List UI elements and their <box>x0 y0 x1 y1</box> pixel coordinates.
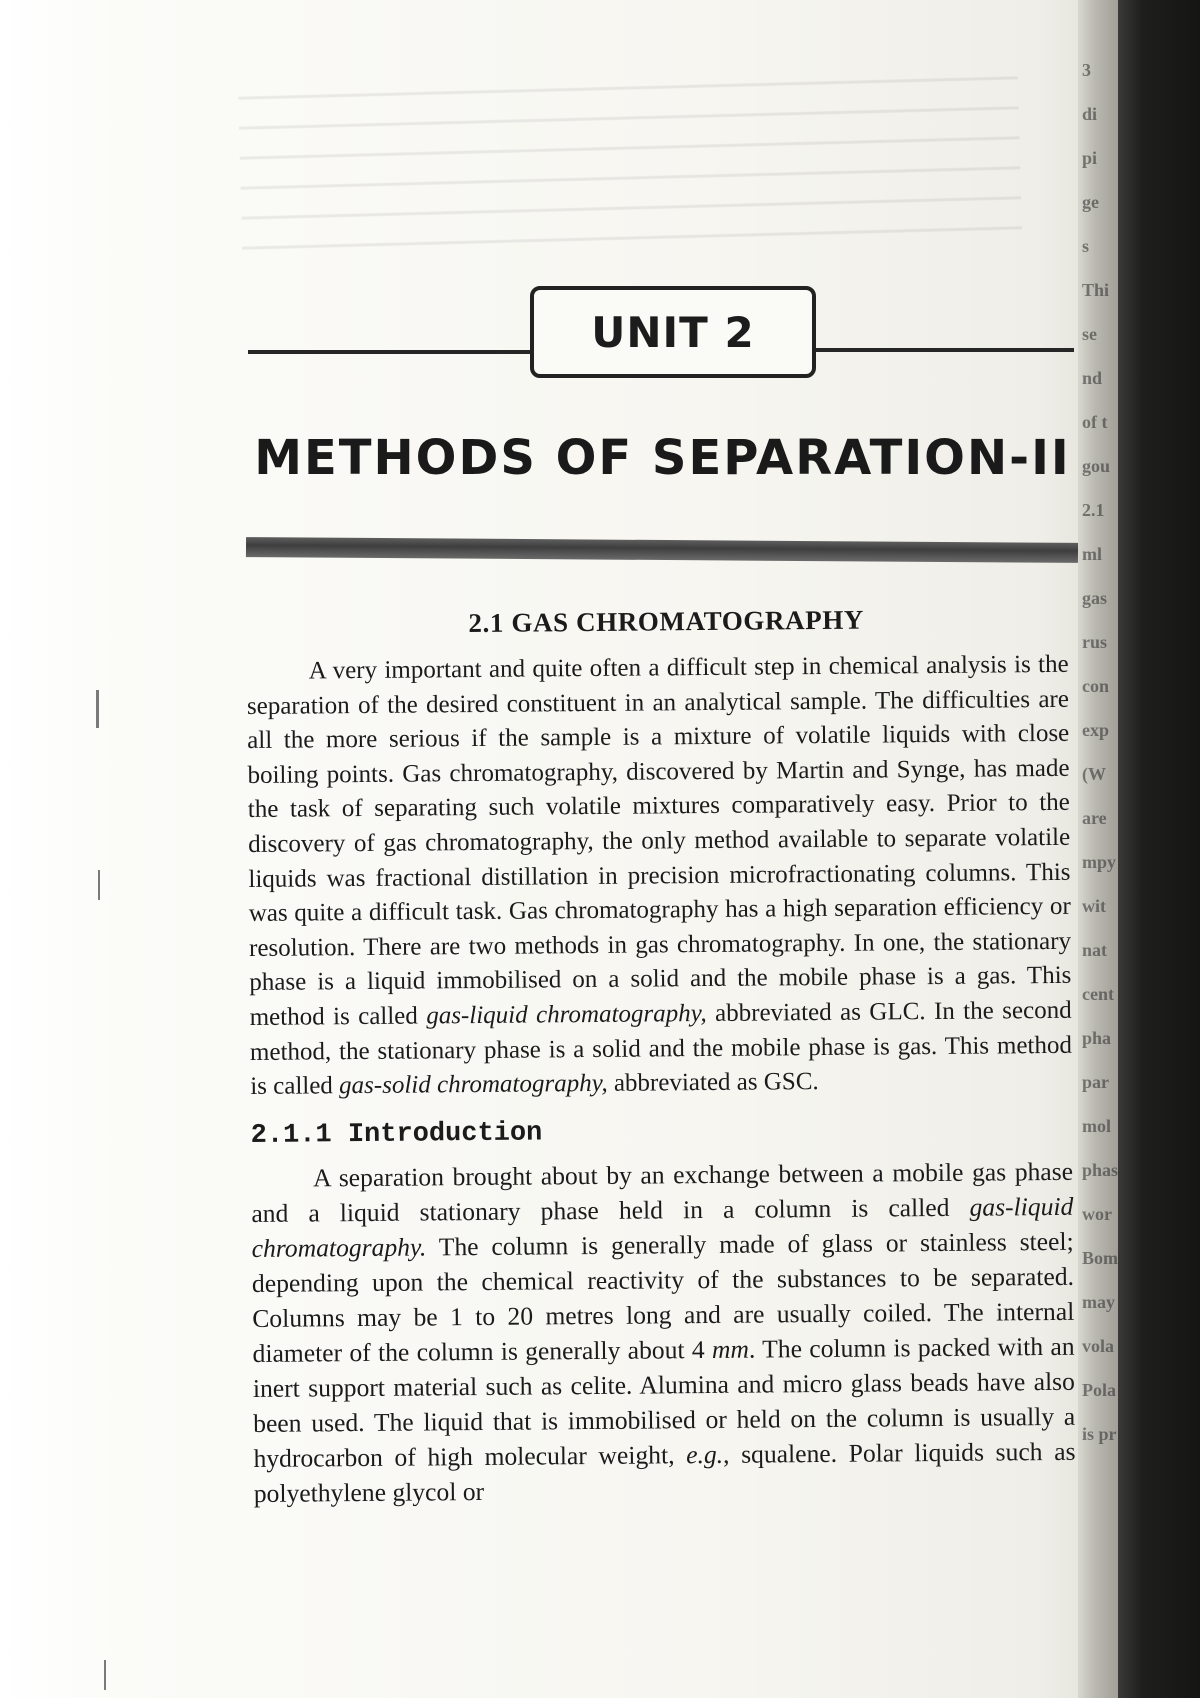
paragraph-text: . The column is packed with an inert support material such as celite. Alumina and micro glass beads have also been used. The liquid that is immobilised or held on the column is usually a hydrocarbon of high molecular weight, <box>252 1331 1076 1473</box>
facing-page-fragment: rus <box>1082 632 1108 652</box>
term-italic: gas-solid chromatography, <box>339 1069 608 1100</box>
facing-page-fragment: Bom <box>1082 1248 1118 1268</box>
margin-mark <box>104 1660 106 1690</box>
facing-page-fragment: s <box>1082 236 1090 256</box>
facing-page-fragment: Pola <box>1082 1380 1116 1400</box>
section-title: GAS CHROMATOGRAPHY <box>511 604 865 638</box>
subsection-number: 2.1.1 <box>250 1119 332 1151</box>
facing-page-fragment: gas <box>1082 588 1108 608</box>
margin-mark <box>98 870 100 900</box>
chapter-title: METHODS OF SEPARATION-II <box>254 430 1071 486</box>
paragraph-text: A very important and quite often a difficult step in chemical analysis is the separation of the desired constituent in an analytical sample. The difficulties are all the more serious if the sample is a mixture of volatile liquids with close boiling points. Gas chromatography, discovered by Martin and Synge, has made the task of separating such volatile mixtures comparatively easy. Prior to the discovery of gas chromatography, the only method available to separate volatile liquids was fractional distillation in precision microfractionating columns. This was quite a difficult task. Gas chromatography has a high separation efficiency or resolution. There are two methods in gas chromatography. In one, the stationary phase is a liquid immobilised on a solid and the mobile phase is a gas. This method is called <box>246 650 1072 1031</box>
facing-page-fragment: di <box>1082 104 1098 124</box>
facing-page-fragment: mpy <box>1082 852 1117 872</box>
paragraph-text: abbreviated as GSC. <box>607 1068 819 1097</box>
facing-page-edge <box>1082 60 1119 1660</box>
section-heading <box>246 603 1068 641</box>
facing-page-fragment: phas <box>1082 1160 1119 1180</box>
unit-banner <box>248 286 1073 386</box>
section-number: 2.1 <box>468 607 505 639</box>
facing-page-fragment: nd <box>1082 368 1103 388</box>
facing-page-fragment: are <box>1082 808 1107 828</box>
page-body <box>246 591 1076 1511</box>
unit-italic: mm <box>711 1334 750 1364</box>
title-divider <box>246 537 1078 563</box>
facing-page-fragment: nat <box>1082 940 1108 960</box>
facing-page-fragment: pha <box>1082 1028 1112 1048</box>
facing-page-fragment: mol <box>1082 1116 1111 1136</box>
facing-page-fragment: se <box>1082 324 1097 344</box>
facing-page-fragment: vola <box>1082 1336 1115 1356</box>
paragraph-text: , squalene. Polar liquids such as polyethylene glycol or <box>253 1436 1076 1508</box>
subsection-heading <box>251 1114 1073 1151</box>
facing-page-fragment: par <box>1082 1072 1109 1092</box>
facing-page-fragment: may <box>1082 1292 1115 1312</box>
facing-page-fragment: exp <box>1082 720 1109 740</box>
facing-page-fragment: wit <box>1082 896 1106 916</box>
unit-rule-right <box>814 348 1074 352</box>
facing-page-fragment: pi <box>1082 148 1098 168</box>
margin-mark <box>96 690 99 728</box>
subsection-paragraph <box>251 1154 1076 1511</box>
paragraph-text: abbreviated as GLC. In the second method, the stationary phase is a solid and the mobile phase is gas. This method is called <box>249 996 1073 1101</box>
term-italic: gas-liquid chromatography. <box>251 1191 1074 1263</box>
section-paragraph <box>246 648 1072 1105</box>
facing-page-fragment: ge <box>1082 192 1099 212</box>
book-spine-shadow <box>1118 0 1200 1698</box>
facing-page-fragment: of t <box>1082 412 1108 432</box>
facing-page-fragment: Thi <box>1082 280 1110 300</box>
bleed-through-text <box>238 50 1023 270</box>
facing-page-fragment: cent <box>1082 984 1114 1004</box>
facing-page-fragment: con <box>1082 676 1109 696</box>
facing-page-fragment: (W <box>1082 764 1106 784</box>
facing-page-fragment: ml <box>1082 544 1102 564</box>
paragraph-text: The column is generally made of glass or stainless steel; depending upon the chemical reactivity of the substances to be separated. Columns may be 1 to 20 metres long and are usually coiled. The internal diameter of the column is generally about 4 <box>251 1226 1075 1368</box>
subsection-title: Introduction <box>347 1118 543 1150</box>
paragraph-text: A separation brought about by an exchange between a mobile gas phase and a liquid stationary phase held in a column is called <box>251 1156 1074 1228</box>
facing-page-fragment: 2.1 <box>1082 500 1105 520</box>
unit-label: UNIT 2 <box>530 286 816 378</box>
facing-page-fragment: is pr <box>1082 1424 1117 1444</box>
facing-page-fragment: wor <box>1082 1204 1112 1224</box>
term-italic: gas-liquid chromatography, <box>426 999 707 1030</box>
facing-page-fragment: 3 <box>1082 60 1091 80</box>
facing-page-fragment: gou <box>1082 456 1111 476</box>
unit-rule-left <box>248 350 532 354</box>
abbrev-italic: e.g. <box>686 1439 724 1469</box>
